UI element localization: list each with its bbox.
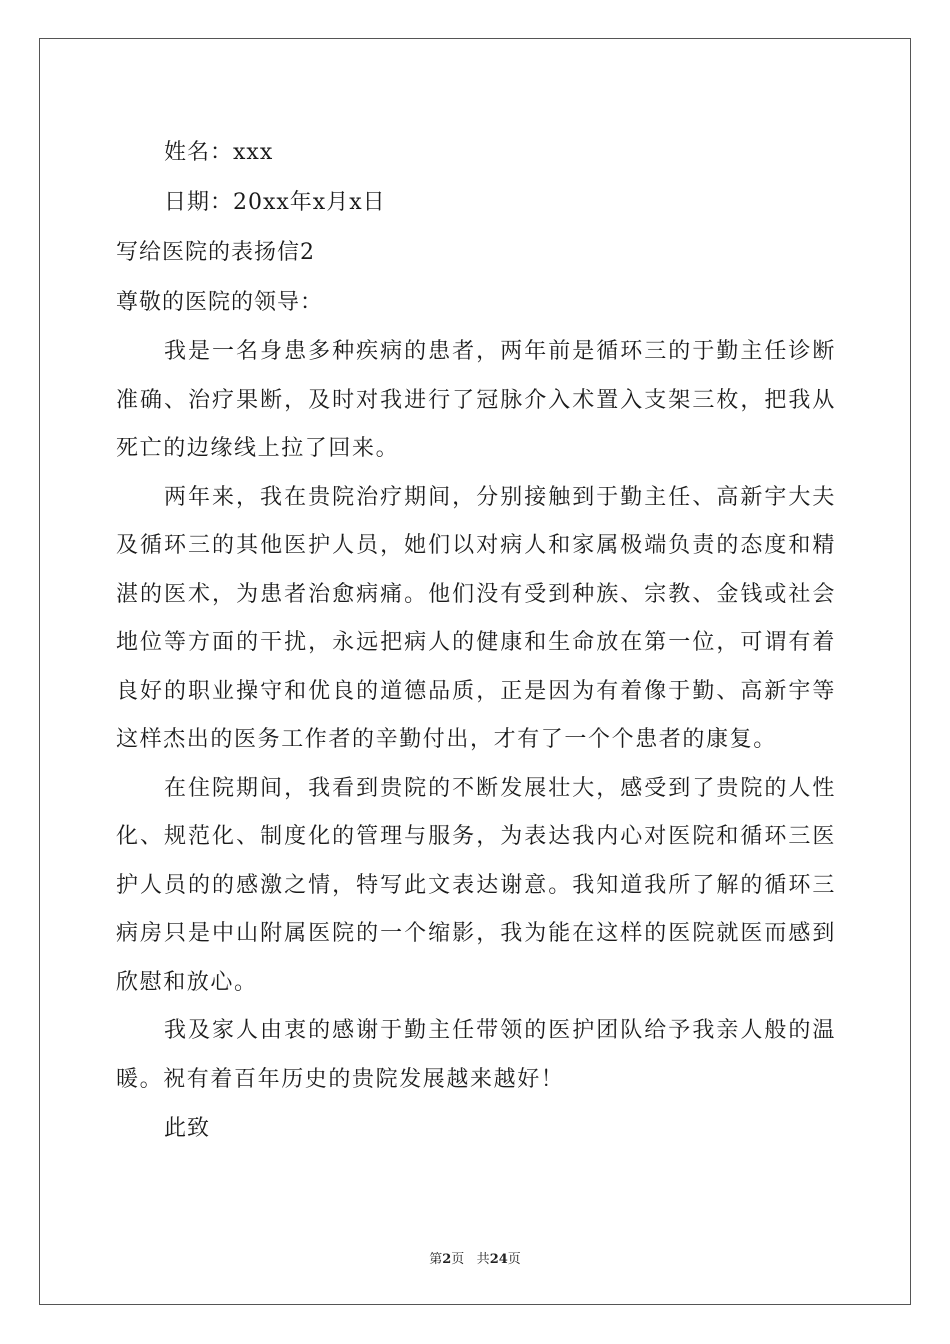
total-unit: 页	[507, 1252, 521, 1267]
total-pages: 24	[489, 1252, 508, 1267]
page-prefix: 第	[429, 1252, 443, 1267]
paragraph: 两年来，我在贵院治疗期间，分别接触到于勤主任、高新宇大夫及循环三的其他医护人员，她们以对病人和家属极端负责的态度和精湛的医术，为患者治愈病痛。他们没有受到种族、宗教、金钱或社会地位等方面的干扰，永远把病人的健康和生命放在第一位，可谓有着良好的职业操守和优良的道德品质，正是因为有着像于勤、高新宇等这样杰出的医务工作者的辛勤付出，才有了一个个患者的康复。	[116, 484, 836, 752]
date-line: 日期：20xx年x月x日	[164, 190, 386, 215]
page-footer	[0, 1248, 950, 1267]
letter-body	[116, 128, 836, 1154]
letter-heading: 写给医院的表扬信2	[116, 240, 315, 265]
closing: 此致	[164, 1116, 211, 1141]
page-unit: 页	[451, 1252, 465, 1267]
paragraph: 我是一名身患多种疾病的患者，两年前是循环三的于勤主任诊断准确、治疗果断，及时对我进行了冠脉介入术置入支架三枚，把我从死亡的边缘线上拉了回来。	[116, 339, 836, 461]
paragraph: 我及家人由衷的感谢于勤主任带领的医护团队给予我亲人般的温暖。祝有着百年历史的贵院发展越来越好！	[116, 1018, 836, 1092]
page-number: 2	[442, 1252, 452, 1267]
salutation: 尊敬的医院的领导：	[116, 290, 324, 315]
name-line: 姓名：xxx	[164, 140, 274, 165]
total-prefix: 共	[476, 1252, 490, 1267]
paragraph: 在住院期间，我看到贵院的不断发展壮大，感受到了贵院的人性化、规范化、制度化的管理与服务，为表达我内心对医院和循环三医护人员的的感激之情，特写此文表达谢意。我知道我所了解的循环三病房只是中山附属医院的一个缩影，我为能在这样的医院就医而感到欣慰和放心。	[116, 775, 836, 995]
